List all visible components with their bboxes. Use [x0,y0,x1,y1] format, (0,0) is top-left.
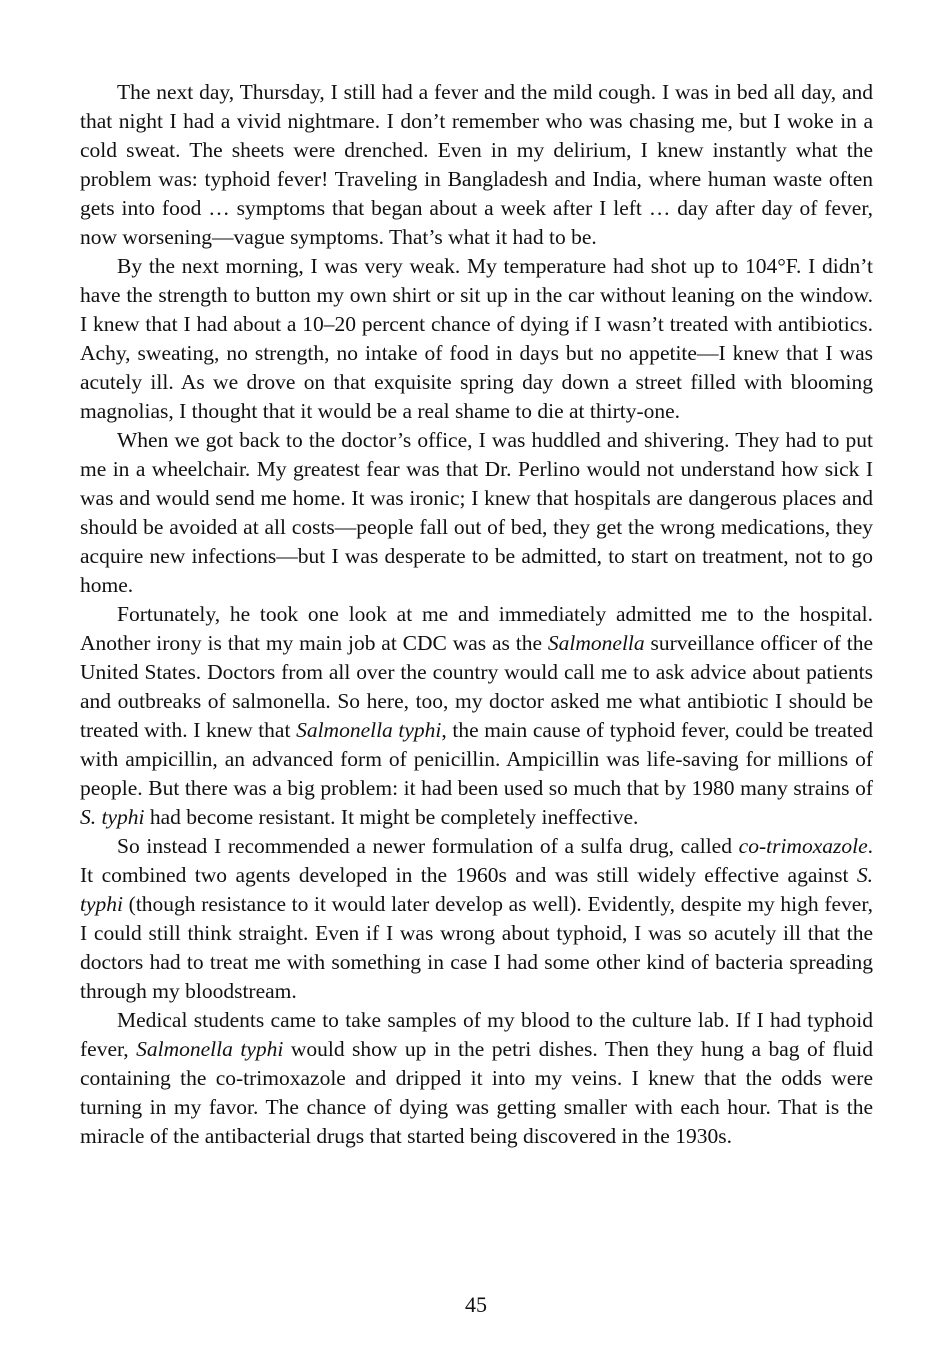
italic-text: Salmonella typhi [296,718,442,742]
page-body [80,78,873,1151]
italic-text: Salmonella [547,631,645,655]
body-paragraph [80,252,873,426]
italic-text: S. typhi [80,805,145,829]
body-paragraph [80,600,873,832]
paragraph-text: Medical students came to take samples of my blood to the culture lab. If I had typhoid fever, [80,1008,873,1061]
body-paragraph [80,78,873,252]
paragraph-text: (though resistance to it would later develop as well). Evidently, despite my high fever, I could still think straight. Even if I was wrong about typhoid, I was so acutely ill that the doctors had to treat me with something in case I had some other kind of bacteria spreading through my bloodstream. [80,892,873,1003]
body-paragraph [80,832,873,1006]
paragraph-text: So instead I recommended a newer formulation of a sulfa drug, called [117,834,739,858]
paragraph-text: By the next morning, I was very weak. My temperature had shot up to 104°F. I didn’t have the strength to button my own shirt or sit up in the car without leaning on the window. I knew that I had about a 10–20 percent chance of dying if I wasn’t treated with antibiotics. Achy, sweating, no strength, no intake of food in days but no appetite—I knew that I was acutely ill. As we drove on that exquisite spring day down a street filled with blooming magnolias, I thought that it would be a real shame to die at thirty-one. [80,254,873,423]
italic-text: S. typhi [80,863,873,916]
paragraph-text: surveillance officer of the United States. Doctors from all over the country would call me to ask advice about patients and outbreaks of salmonella. So here, too, my doctor asked me what antibiotic I should be treated with. I knew that [80,631,874,742]
italic-text: co-trimoxazole [738,834,868,858]
paragraph-text: , the main cause of typhoid fever, could be treated with ampicillin, an advanced form of penicillin. Ampicillin was life-saving for millions of people. But there was a big problem: it had been used so much that by 1980 many strains of [80,718,874,800]
body-paragraph [80,426,873,600]
body-paragraph [80,1006,873,1151]
paragraph-text: When we got back to the doctor’s office, I was huddled and shivering. They had to put me in a wheelchair. My greatest fear was that Dr. Perlino would not understand how sick I was and would send me home. It was ironic; I knew that hospitals are dangerous places and should be avoided at all costs—people fall out of bed, they get the wrong medications, they acquire new infections—but I was desperate to be admitted, to start on treatment, not to go home. [80,428,873,597]
paragraph-text: Fortunately, he took one look at me and immediately admitted me to the hospital. Another irony is that my main job at CDC was as the [80,602,873,655]
paragraph-text: had become resistant. It might be completely ineffective. [144,805,639,829]
paragraph-text: The next day, Thursday, I still had a fever and the mild cough. I was in bed all day, and that night I had a vivid nightmare. I don’t remember who was chasing me, but I woke in a cold sweat. The sheets were drenched. Even in my delirium, I knew instantly what the problem was: typhoid fever! Traveling in Bangladesh and India, where human waste often gets into food … symptoms that began about a week after I left … day after day of fever, now worsening—vague symptoms. That’s what it had to be. [80,80,873,249]
page-number: 45 [465,1292,487,1317]
paragraph-text: . It combined two agents developed in the 1960s and was still widely effective against [80,834,873,887]
paragraph-text: would show up in the petri dishes. Then they hung a bag of fluid containing the co-trimoxazole and dripped it into my veins. I knew that the odds were turning in my favor. The chance of dying was getting smaller with each hour. That is the miracle of the antibacterial drugs that started being discovered in the 1930s. [80,1037,873,1148]
italic-text: Salmonella typhi [136,1037,284,1061]
